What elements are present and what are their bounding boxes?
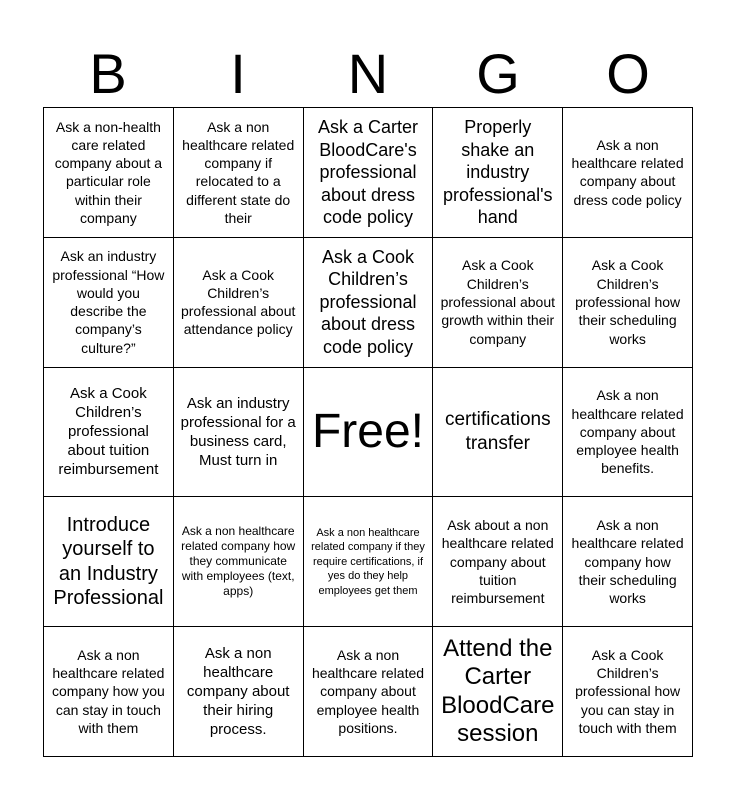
bingo-cell[interactable] [174,108,304,238]
cell-text: Ask about a non healthcare related company about tuition reimbursement [441,517,554,607]
bingo-cell[interactable] [563,368,693,498]
bingo-cell[interactable] [174,238,304,368]
bingo-cell[interactable] [174,627,304,757]
cell-text: Introduce yourself to an Industry Professional [53,513,164,610]
cell-text: Ask a Cook Children’s professional about attendance policy [180,266,296,338]
cell-text: Ask a non healthcare related company how they communicate with employees (text, apps) [181,524,296,599]
bingo-cell[interactable] [304,108,434,238]
cell-text: Ask a non healthcare company about their hiring process. [186,645,290,739]
bingo-header [43,40,693,108]
bingo-cell[interactable] [44,368,174,498]
cell-text: Ask a non healthcare related company if they require certifications, if yes do they help employees get them [311,526,425,597]
cell-text: Ask a Cook Children’s professional how their scheduling works [575,257,681,347]
bingo-cell[interactable] [44,238,174,368]
cell-text: Ask a Carter BloodCare's professional about dress code policy [317,117,418,228]
bingo-cell[interactable] [44,108,174,238]
cell-text: Ask a Cook Children’s professional about tuition reimbursement [58,385,159,479]
cell-text: Ask an industry professional for a business card, Must turn in [180,394,296,469]
bingo-grid [43,107,693,757]
bingo-cell[interactable] [174,368,304,498]
header-letter-b: B [89,42,127,105]
cell-text: Properly shake an industry professional's hand [443,117,553,228]
bingo-cell[interactable] [44,497,174,627]
bingo-cell[interactable] [563,627,693,757]
bingo-cell[interactable] [304,627,434,757]
bingo-cell[interactable] [44,627,174,757]
bingo-cell[interactable] [433,238,563,368]
cell-text: Ask a non healthcare related company about employee health benefits. [571,387,684,477]
bingo-cell[interactable] [433,497,563,627]
header-letter-i: I [230,42,246,105]
cell-text: Ask a non healthcare related company how their scheduling works [571,517,684,607]
cell-text: Ask an industry professional “How would you describe the company’s culture?” [52,248,165,356]
free-space-text: Free! [311,404,424,458]
bingo-cell[interactable] [433,108,563,238]
free-space-cell[interactable] [304,368,434,498]
bingo-cell[interactable] [433,368,563,498]
header-letter-g: G [476,42,520,105]
header-letter-n: N [347,42,389,105]
cell-text: Ask a Cook Children’s professional about growth within their company [440,257,555,347]
bingo-cell[interactable] [563,497,693,627]
cell-text: Ask a non healthcare related company about dress code policy [571,136,684,208]
bingo-cell[interactable] [304,497,434,627]
cell-text: certifications transfer [444,408,551,454]
bingo-cell[interactable] [563,108,693,238]
bingo-cell[interactable] [433,627,563,757]
cell-text: Ask a Cook Children’s professional how you can stay in touch with them [575,646,681,737]
cell-text: Attend the Carter BloodCare session [441,634,555,748]
cell-text: Ask a non healthcare related company about employee health positions. [311,646,425,737]
cell-text: Ask a non healthcare related company how you can stay in touch with them [51,646,165,737]
bingo-cell[interactable] [304,238,434,368]
bingo-cell[interactable] [174,497,304,627]
cell-text: Ask a Cook Children’s professional about dress code policy [319,246,417,357]
bingo-cell[interactable] [563,238,693,368]
cell-text: Ask a non-health care related company about a particular role within their company [54,118,163,226]
cell-text: Ask a non healthcare related company if relocated to a different state do their [182,118,295,226]
header-letter-o: O [606,42,650,105]
